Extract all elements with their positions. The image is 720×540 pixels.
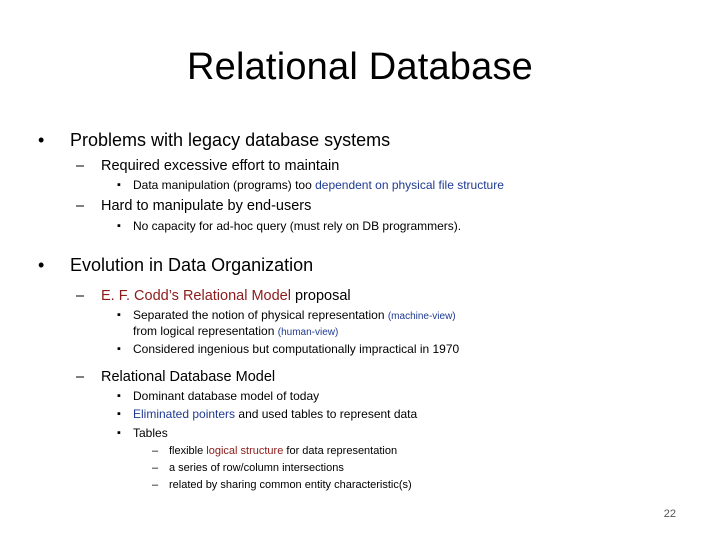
item-row-column: a series of row/column intersections (169, 462, 344, 474)
highlight-dependent-physical: dependent on physical file structure (315, 178, 504, 192)
text-segment: flexible (169, 445, 207, 457)
text-segment: and used tables to represent data (235, 407, 418, 421)
highlight-codd-model: E. F. Codd’s Relational Model (101, 288, 291, 304)
highlight-eliminated-pointers: Eliminated pointers (133, 407, 236, 421)
section-evolution: Evolution in Data Organization (70, 255, 314, 275)
section-problems-legacy: Problems with legacy database systems (70, 130, 391, 150)
text-segment: Separated the notion of physical representation (133, 308, 388, 322)
small-bullet-marker: ▪ (117, 309, 121, 321)
dash-marker: – (152, 479, 159, 491)
item-excessive-effort: Required excessive effort to maintain (101, 158, 340, 174)
small-bullet-marker: ▪ (117, 343, 121, 355)
item-hard-to-manipulate: Hard to manipulate by end-users (101, 198, 312, 214)
bullet-marker: • (38, 130, 45, 150)
dash-marker: – (76, 369, 85, 385)
item-no-adhoc-query: No capacity for ad-hoc query (must rely on DB programmers). (133, 219, 462, 233)
item-codd-proposal (101, 287, 351, 305)
bullet-marker: • (38, 255, 45, 275)
item-relational-db-model: Relational Database Model (101, 369, 276, 385)
dash-marker: – (152, 445, 159, 457)
highlight-logical-structure: logical structure (206, 445, 284, 457)
slide-title: Relational Database (186, 46, 534, 88)
dash-marker: – (76, 198, 85, 214)
dash-marker: – (152, 462, 159, 474)
text-segment: for data representation (283, 445, 398, 457)
item-separated-notion-cont (133, 323, 338, 341)
item-dominant-model: Dominant database model of today (133, 389, 320, 403)
small-bullet-marker: ▪ (117, 427, 121, 439)
text-segment: Data manipulation (programs) too (133, 178, 316, 192)
small-bullet-marker: ▪ (117, 408, 121, 420)
text-segment: from logical representation (133, 324, 278, 338)
item-tables: Tables (133, 426, 168, 440)
tag-machine-view: (machine-view) (387, 311, 456, 322)
item-considered-ingenious: Considered ingenious but computationally impractical in 1970 (133, 342, 460, 356)
item-related-sharing: related by sharing common entity characteristic(s) (169, 479, 412, 491)
small-bullet-marker: ▪ (117, 220, 121, 232)
small-bullet-marker: ▪ (117, 179, 121, 191)
item-data-manipulation (133, 177, 504, 193)
item-eliminated-pointers (133, 406, 417, 422)
dash-marker: – (76, 288, 85, 304)
tag-human-view: (human-view) (277, 327, 339, 338)
item-flexible-logical (169, 444, 397, 459)
text-segment: proposal (290, 288, 351, 304)
page-number: 22 (663, 508, 676, 520)
dash-marker: – (76, 158, 85, 174)
small-bullet-marker: ▪ (117, 390, 121, 402)
